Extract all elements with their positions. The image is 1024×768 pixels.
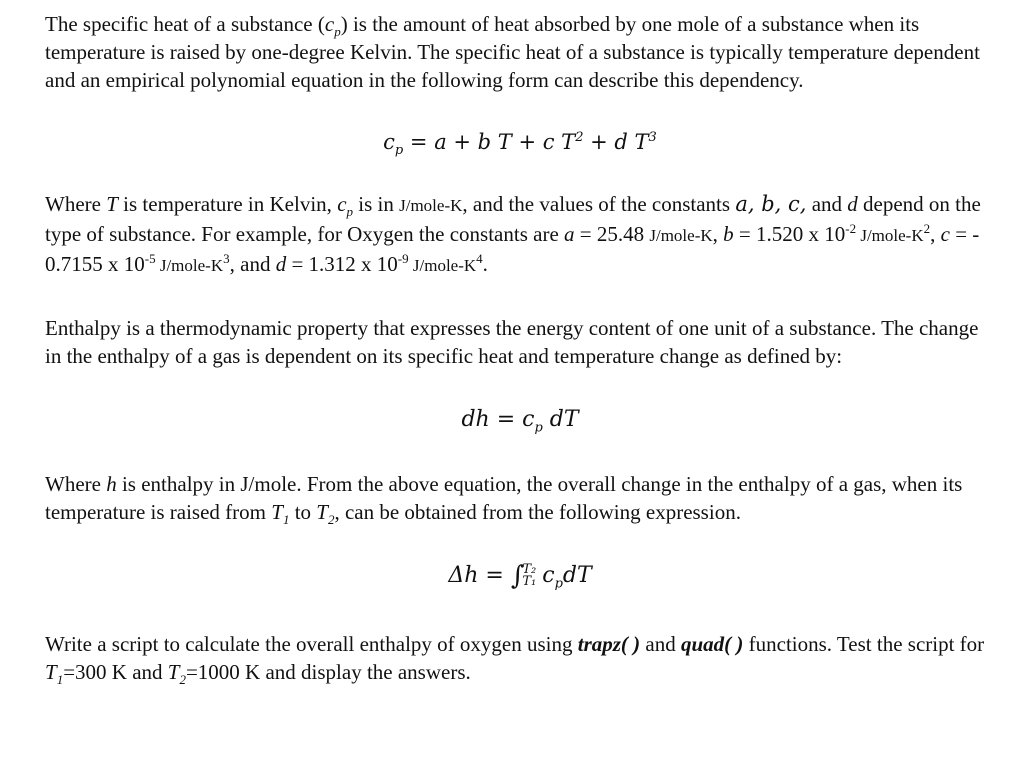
text-run: is enthalpy in J/mole. From the above equation, the overall change in the enthalpy of a gas, when its temperature is raised from: [45, 472, 963, 524]
var-T: T: [106, 192, 118, 216]
eq-equals: =: [478, 563, 511, 588]
unit: J/mole-K: [408, 256, 477, 275]
var-T1: T: [271, 500, 283, 524]
eq-exp: 2: [575, 130, 584, 145]
text-run: = 1.312 x 10: [286, 252, 398, 276]
cp-symbol: c: [324, 12, 335, 36]
specific-heat-paragraph: [45, 10, 995, 94]
eq-c-sub: p: [554, 576, 563, 592]
text-run: and: [806, 192, 848, 216]
upper-limit: T₂: [522, 562, 537, 577]
var-h: h: [106, 472, 117, 496]
eq-equals: =: [489, 407, 523, 432]
text-run: =1000 K and display the answers.: [185, 660, 471, 684]
var-cp-sub: p: [346, 204, 354, 220]
lower-limit: T₁: [522, 574, 537, 589]
exponent: 3: [223, 251, 230, 266]
eq-exp: 3: [648, 130, 657, 145]
eq-lhs-sub: p: [394, 143, 404, 159]
var-a: a: [564, 222, 575, 246]
unit: J/mole-K: [399, 196, 463, 215]
text-run: functions. Test the script for: [743, 632, 985, 656]
unit: J/mole-K: [155, 256, 224, 275]
var-T1-sub: 1: [282, 512, 290, 528]
text-run: is in: [353, 192, 400, 216]
quad-function: quad( ): [680, 632, 744, 656]
text-run: , and the values of the constants: [462, 192, 736, 216]
cp-subscript: p: [334, 24, 341, 40]
unit: J/mole-K: [649, 226, 713, 245]
cp-polynomial-equation: [45, 128, 995, 159]
var-T2-sub: 2: [327, 512, 335, 528]
constants-paragraph: [45, 190, 995, 280]
text-run: = - 0.7155 x 10: [45, 222, 980, 276]
exponent: 2: [923, 221, 931, 236]
text-run: , can be obtained from the following expression.: [334, 500, 741, 524]
eq-lhs: dh: [461, 407, 490, 432]
text-run: and: [640, 632, 681, 656]
enthalpy-change-paragraph: [45, 470, 995, 526]
text-run: =300 K and: [63, 660, 168, 684]
exponent: -9: [397, 251, 409, 266]
eq-lhs: c: [383, 130, 395, 154]
var-T1: T: [45, 660, 57, 684]
var-b: b: [723, 222, 734, 246]
unit: J/mole-K: [856, 226, 924, 245]
var-d: d: [847, 192, 858, 216]
text-run: Write a script to calculate the overall enthalpy of oxygen using: [45, 632, 578, 656]
dh-equation: [45, 406, 995, 434]
exponent: -5: [144, 251, 156, 266]
var-d: d: [275, 252, 287, 276]
eq-lhs: Δh: [448, 563, 479, 588]
var-T2: T: [316, 500, 328, 524]
integral-symbol: ∫: [510, 561, 525, 591]
eq-rhs: + d T: [583, 130, 649, 154]
text-run: ,: [930, 222, 941, 246]
eq-rhs: dT: [542, 407, 579, 432]
text-run: = 1.520 x 10: [733, 222, 846, 246]
text-run: = 25.48: [574, 222, 650, 246]
text-run: ,: [712, 222, 724, 246]
integral-limits: [522, 564, 536, 588]
text-run: Where: [45, 472, 107, 496]
text-run: .: [482, 252, 488, 276]
eq-c-sub: p: [534, 420, 543, 436]
var-c: c: [940, 222, 950, 246]
var-T2-sub: 2: [179, 672, 186, 688]
eq-rhs: dT: [562, 563, 592, 588]
var-consts: a, b, c,: [735, 192, 807, 216]
exponent: -2: [845, 221, 857, 236]
trapz-function: trapz( ): [577, 632, 641, 656]
text-run: to: [289, 500, 317, 524]
text-run: ) is the amount of heat absorbed by one mole of a substance when its temperature is raised by one-degree Kelvin. The specific heat of a substance is typically temperature dependent and an empirical polynomial equation in the following form can describe this dependency.: [45, 12, 980, 92]
eq-c: c: [542, 563, 555, 588]
integral-equation: [45, 560, 995, 590]
text-run: Where: [45, 192, 107, 216]
var-cp: c: [337, 192, 347, 216]
var-T2: T: [167, 660, 180, 684]
text-run: is temperature in Kelvin,: [117, 192, 338, 216]
text-run: , and: [229, 252, 276, 276]
eq-rhs: = a + b T + c T: [403, 130, 576, 154]
task-paragraph: [45, 630, 995, 686]
enthalpy-paragraph: Enthalpy is a thermodynamic property that expresses the energy content of one unit of a substance. The change in the enthalpy of a gas is dependent on its specific heat and temperature change as defined by:: [45, 316, 979, 368]
eq-c: c: [522, 407, 535, 432]
exponent: 4: [476, 251, 483, 266]
text-run: depend on the type of substance. For example, for Oxygen the constants are: [45, 192, 981, 246]
document-page: [45, 10, 995, 686]
var-T1-sub: 1: [56, 672, 64, 688]
text-run: The specific heat of a substance (: [45, 12, 325, 36]
